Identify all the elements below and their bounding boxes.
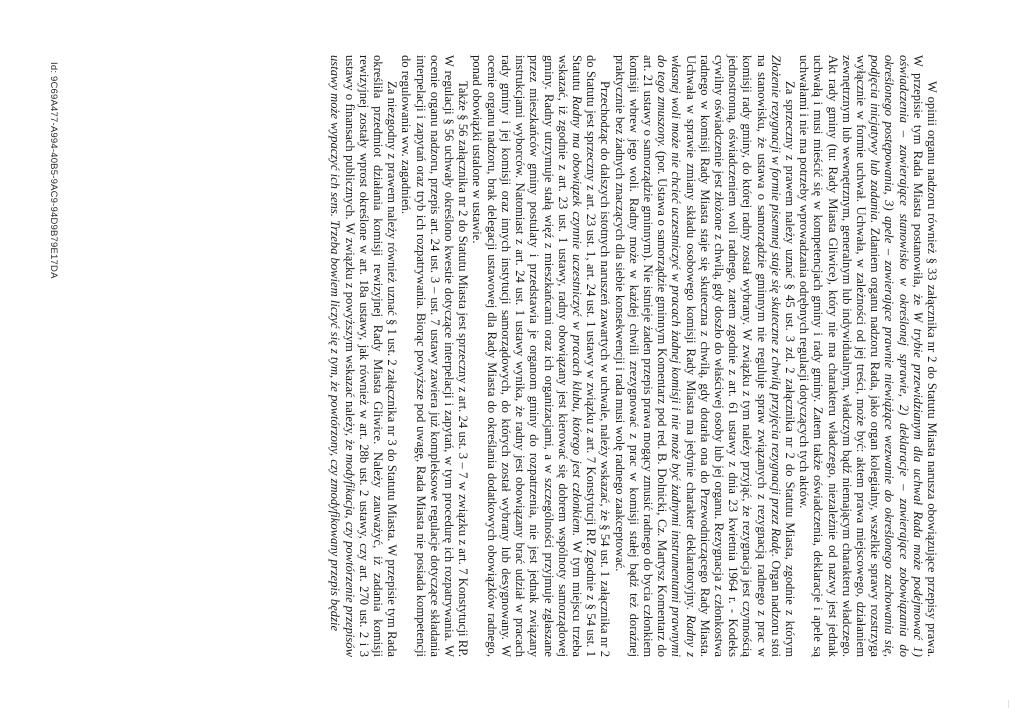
quoted-provision-text: Radny ma obowiązek czynnie uczestniczyć w pracach klubu, którego jest członkiem. xyxy=(569,95,584,537)
paragraph-text: Organ nadzoru stoi na stanowisku, że ustawa o samorządzie gminnym nie reguluje spraw związanych z rezygnacją radnego z prac w komisji rady gminy, do której radny został wybrany. W związku z tym należy przyjąć, że rezygnacja jest czynnością jednostronną, oświadczeniem woli radnego, zatem zgodnie z art. 61 ustawy z dnia 23 kwietnia 1964 r. - Kodeks cywilny oświadczenie jest złożone z chwilą, gdy doszło do właściwej osoby lub jej organu. Rezygnacja z członkostwa radnego w komisji Rady Miasta staje się skuteczna z chwilą, gdy dotarła ona do Przewodniczącego Rady Miasta. Uchwała w sprawie zmiany składu osobowego komisji Rady Miasta ma jedynie charakter deklaratoryjny. xyxy=(683,55,783,657)
paragraph-text: Za niezgodny z prawem należy również uznać § 1 ust. 2 załącznika nr 3 do Statutu Miasta. W przepisie tym Rada określiła przedmiot działania komisji rewizyjnej Rady Miasta Gliwice. Należy zauważyć, iż zadania komisji rewizyjnej zostały wprost określone w art. 18a ustawy, jak również w art. 28b ust. 2 ustawy, czy art. 270 ust. 2 i 3 ustawy o finansach publicznych. W związku z powyższym wskazać należy, że xyxy=(342,55,400,657)
paragraph-statute-54 xyxy=(470,55,612,657)
paragraph-text: W opinii organu nadzoru również § 33 załącznika nr 2 do Statutu Miasta narusza obowiązujące przepisy prawa. W przepisie tym Rada Miasta postanowiła, że xyxy=(910,55,939,657)
paragraph-statute-33 xyxy=(797,55,939,657)
quoted-provision-text: modyfikacja, czy powtórzenie przepisów ustawy może wypaczyć ich sens. Trzeba bowiem liczyć się z tym, że powtórzony, czy zmodyfikowany przepis będzie xyxy=(328,55,357,658)
paragraph-text: Zdaniem organu nadzoru Rada, jako organ kolegialny, wszelkie sprawy rozstrzyga wyłącznie w formie uchwał. Uchwała, w zależności od jej treści, może być: aktem prawa miejscowego, działaniem zewnętrznym lub wewnętrznym, generalnym lub indywidualnym, władczym bądź niemającym charakteru władczego. Akt rady gminy (tu: Rady Miasta Gliwice), który nie ma charakteru władczego, niezależnie od nazwy jest jednak uchwałą i musi mieścić się w kompetencjach gminy i rady gminy. Zatem także oświadczenia, deklaracje i apele są uchwałami i nie ma potrzeby wprowadzania odrębnych regulacji dotyczących tych aktów. xyxy=(797,55,883,657)
quoted-provision-text: Radny z własnej woli może nie chcieć uczestniczyć w pracach żadnej komisji i nie może być żadnymi instrumentami prawnymi do tego zmuszony. xyxy=(655,55,698,657)
paragraph-audit-committee xyxy=(328,55,399,657)
quoted-provision-text: W trybie przewidzianym dla uchwał Rada może podejmować 1) oświadczenia – zawierające stanowisko w określonej sprawie, 2) deklaracje – zawierające zobowiązania do określonego postępowania, 3) apele – zawierające prawnie niewiążące wezwanie do określonego zachowania się, podjęcia inicjatywy lub zadania. xyxy=(868,55,925,658)
document-body xyxy=(328,55,939,657)
paragraph-text: Także § 56 załącznika nr 2 do Statutu Miasta jest sprzeczny z art. 24 ust. 3 – 7 w związku z art. 7 Konstytucji RP. W regulacji § 56 uchwały określono kwestie dotyczące interpelacji i zapytań, w tym procedurę ich rozpatrywania. W ocenie organu nadzoru, przepis art. 24 ust. 3 – ust. 7 ustawy zawiera już kompleksowe regulacje dotyczące składania interpelacji i zapytań oraz tryb ich rozpatrywania. Biorąc powyższe pod uwagę, Rada Miasta nie posiada kompetencji do regulowania ww. zagadnień. xyxy=(399,55,471,657)
paragraph-statute-56 xyxy=(399,55,470,657)
quoted-provision-text: Złożenie rezygnacji w formie pisemnej staje się skuteczne z chwilą przyjęcia rezygnacji przez Radę. xyxy=(768,55,783,558)
paragraph-text: Za sprzeczny z prawem należy uznać § 45 ust. 3 zd. 2 załącznika nr 2 do Statutu Miasta, zgodnie z którym xyxy=(782,81,797,657)
paragraph-text: W tym miejscu trzeba wskazać, iż zgodnie z art. 23 ust. 1 ustawy, radny obowiązany jest kierować się dobrem wspólnoty samorządowej gminy. Radny utrzymuje stałą więź z mieszkańcami oraz ich organizacjami, a w szczególności przyjmuje zgłaszane przez mieszkańców gminy postulaty i przedstawia je organom gminy do rozpatrzenia, nie jest jednak związany instrukcjami wyborców. Natomiast z art. 24 ust. 1 ustawy wynika, że radny jest obowiązany brać udział w pracach rady gminy i jej komisji oraz innych instytucji samorządowych, do których został wybrany lub desygnowany. W ocenie organu nadzoru, brak delegacji ustawowej dla Rady Miasta do określania dodatkowych obowiązków radnego, ponad obowiązki ustalone w ustawie. xyxy=(470,55,584,658)
scan-margin-mark xyxy=(1004,700,1009,708)
paragraph-statute-45 xyxy=(612,55,797,657)
paragraph-text: (por. Ustawa o samorządzie gminnym Komentarz pod red. B. Dolnicki, Cz. Martysz Komentarz do art. 21 ustawy o samorządzie gminnym). Nie istnieje żaden przepis prawa mogący zmusić radnego do bycia członkiem komisji wbrew jego woli. Radny może w każdej chwili zrezygnować z prac w komisji stałej bądź też doraźnej praktycznie bez żadnych znaczących dla siebie konsekwencji i rada musi wolę radnego zaakceptować. xyxy=(612,55,670,657)
document-id: Id: 9C69A477-A994-40B5-9AC9-94D9B79E17DA xyxy=(48,62,59,279)
paragraph-text: Przechodząc do dalszych istotnych naruszeń zawartych w uchwale, należy wskazać, że § 54 ust. 1 załącznika nr 2 do Statutu jest sprzeczny z art. 23 ust. 1, art. 24 ust. 1 ustawy w związku z art. 7 Konstytucji RP. Zgodnie z § 54 ust. 1 Statutu xyxy=(569,55,613,657)
